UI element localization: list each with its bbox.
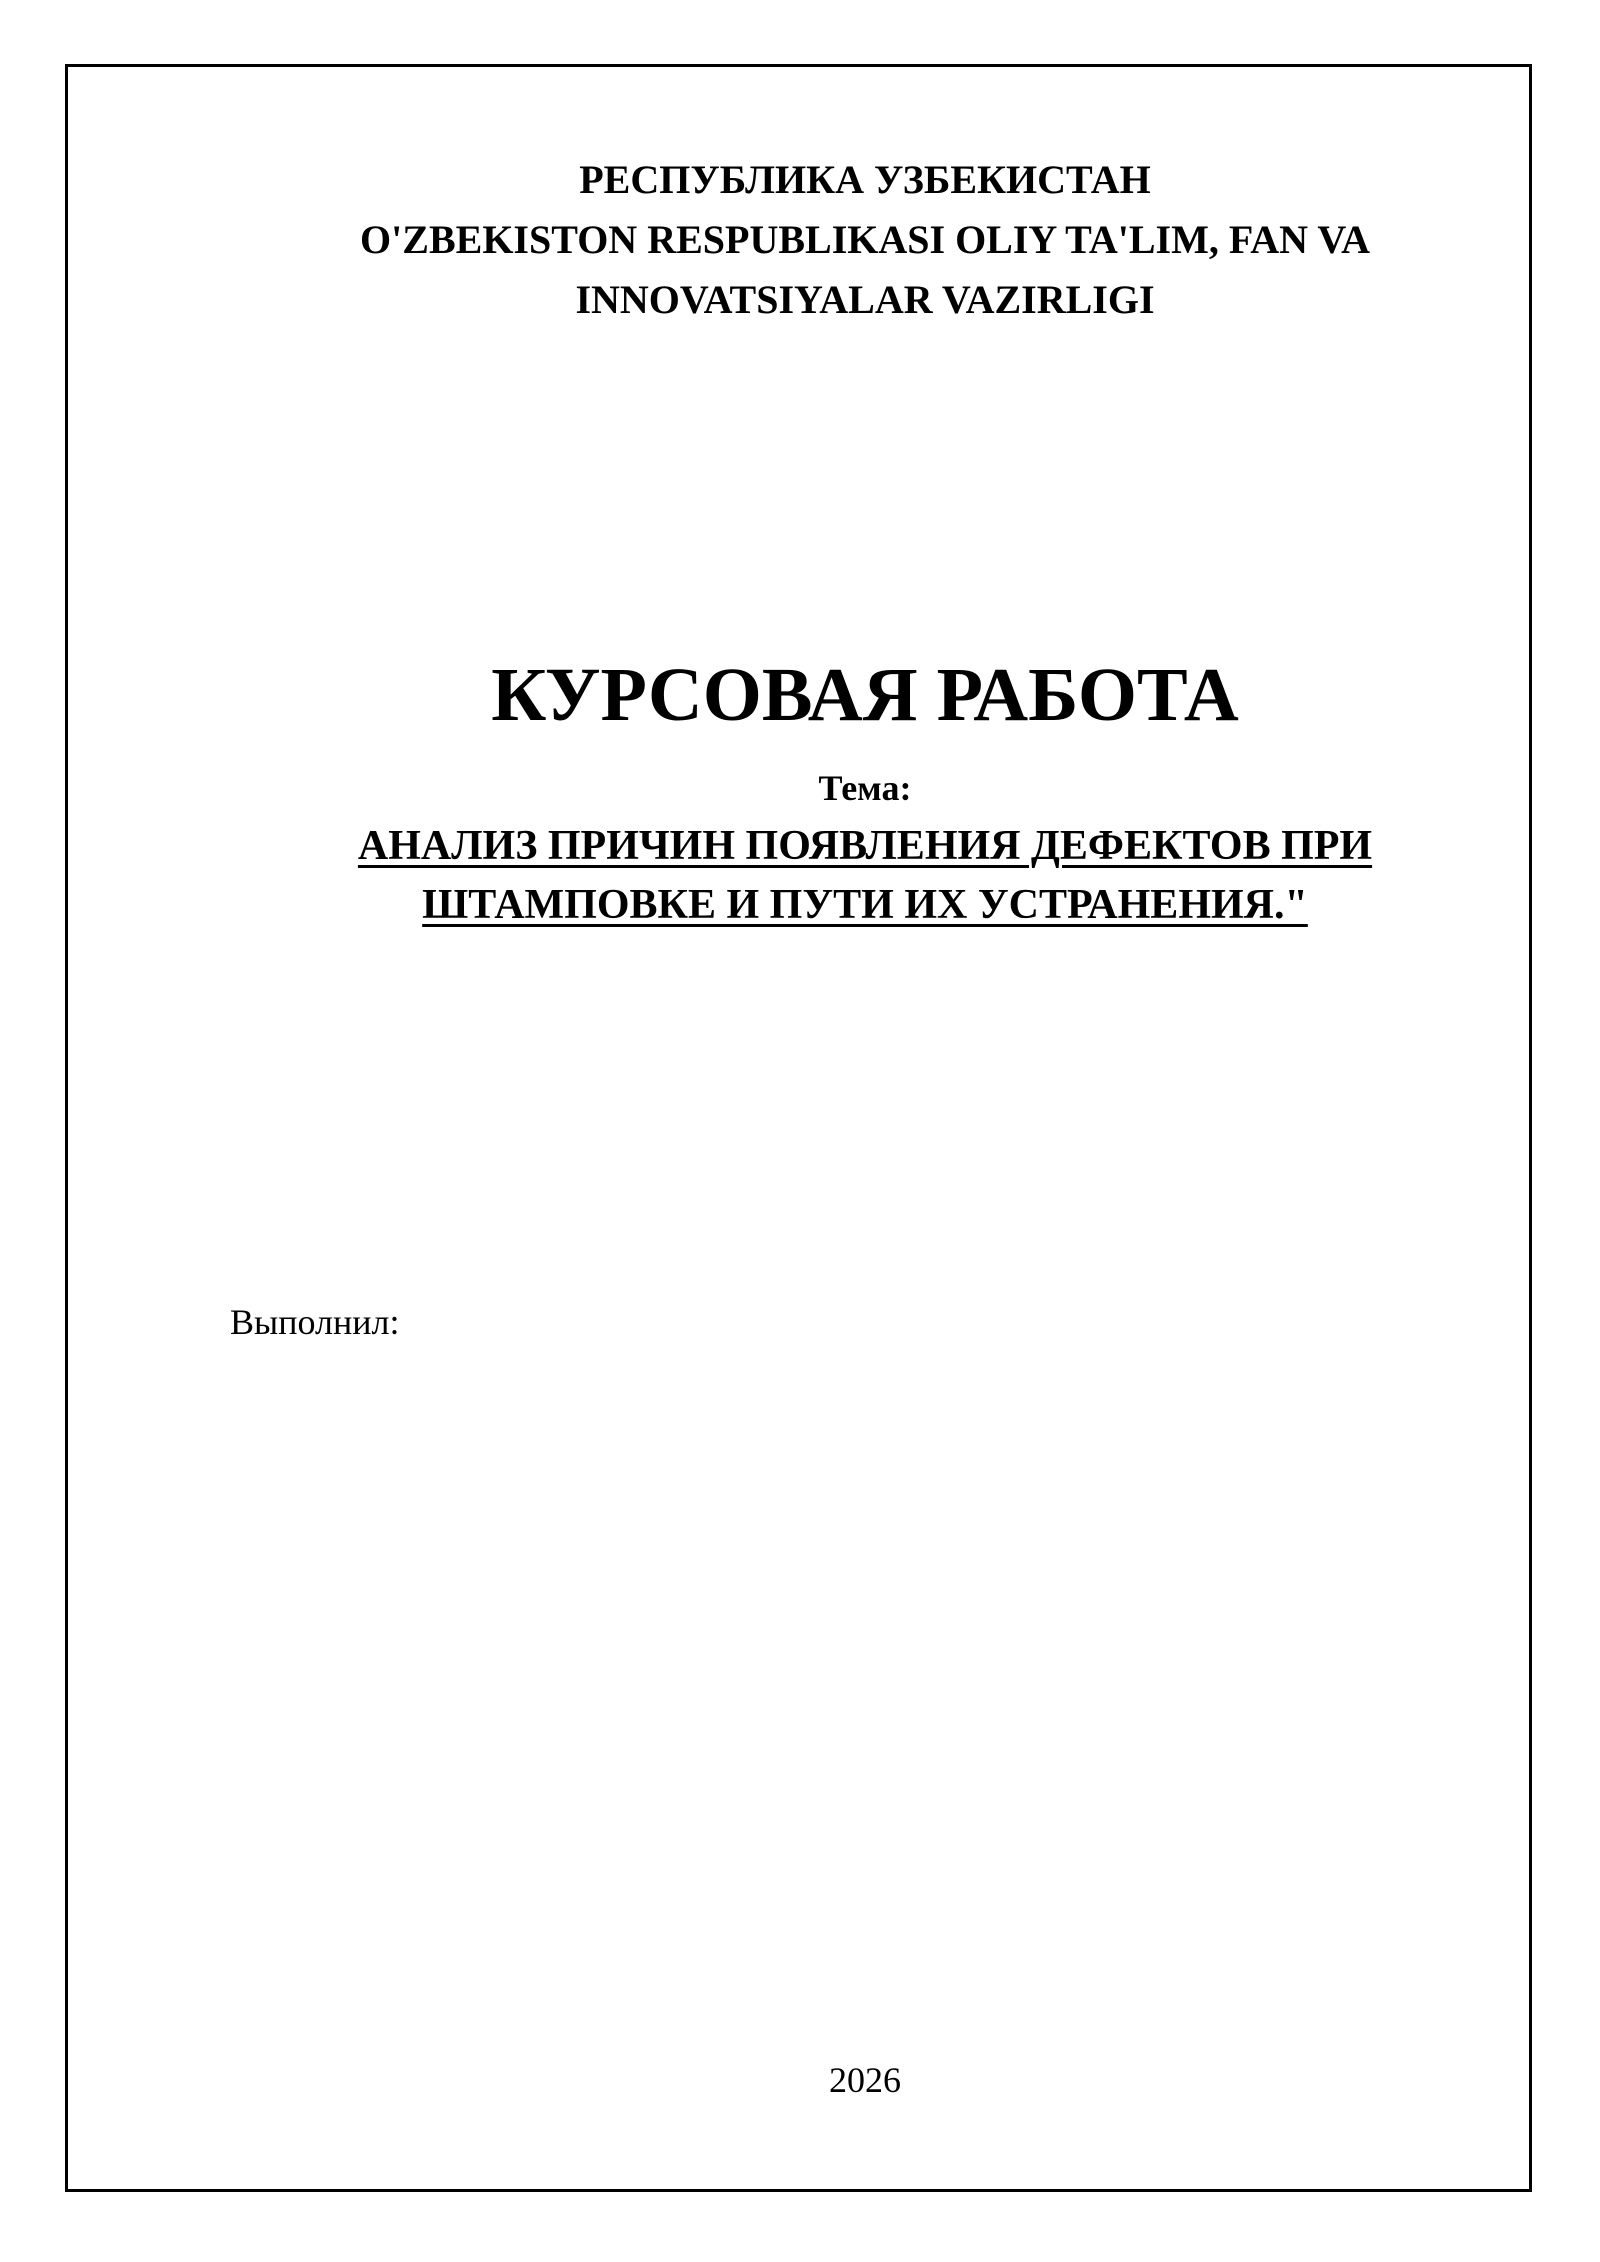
header-ministry-line-2: INNOVATSIYALAR VAZIRLIGI: [575, 277, 1155, 322]
header-ministry-line-1: O'ZBEKISTON RESPUBLIKASI OLIY TA'LIM, FAN VA: [360, 217, 1370, 262]
performer-label: Выполнил:: [230, 1302, 400, 1342]
header-country-line: РЕСПУБЛИКА УЗБЕКИСТАН: [579, 157, 1151, 202]
theme-text: [65, 817, 1600, 935]
theme-line-2: [65, 876, 1600, 935]
page-border-frame: [65, 64, 1532, 2192]
document-title: КУРСОВАЯ РАБОТА: [491, 653, 1239, 737]
theme-line-1-text: АНАЛИЗ ПРИЧИН ПОЯВЛЕНИЯ ДЕФЕКТОВ ПРИ: [357, 823, 1373, 869]
theme-line-2-text: ШТАМПОВКЕ И ПУТИ ИХ УСТРАНЕНИЯ.": [422, 882, 1308, 928]
theme-line-1: [65, 817, 1600, 876]
ministry-header: [65, 150, 1600, 330]
theme-label: Тема:: [818, 768, 912, 808]
year-label: 2026: [829, 2060, 901, 2100]
